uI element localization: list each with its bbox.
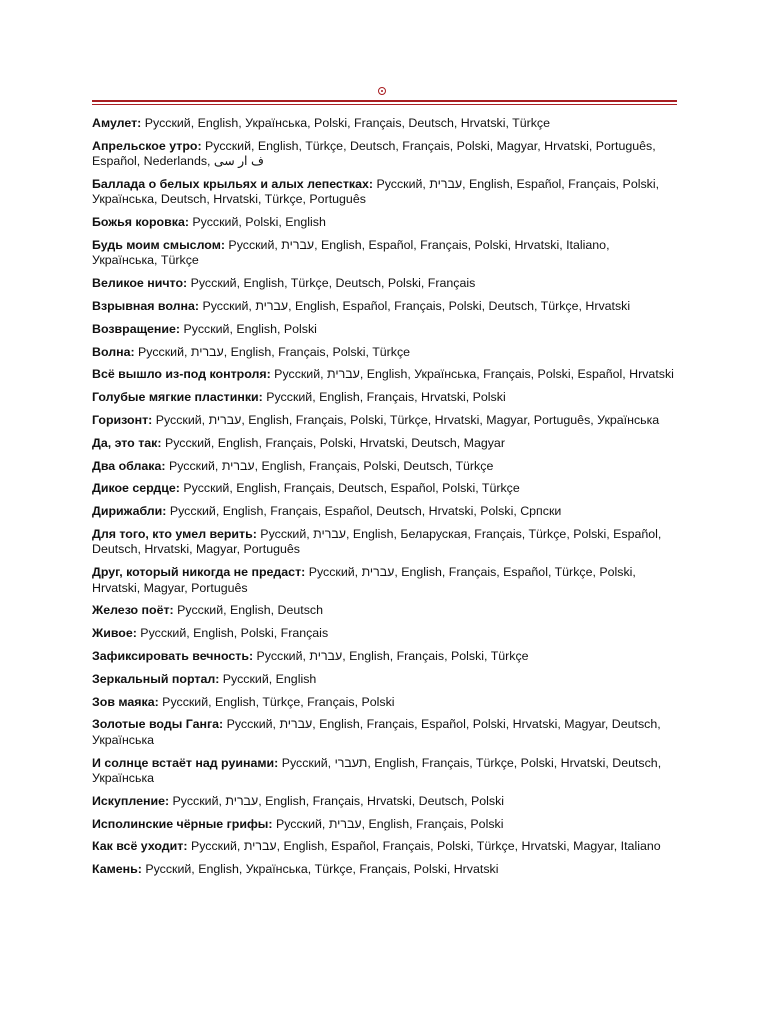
language-list: עברית: [361, 565, 395, 580]
list-item: [92, 116, 677, 131]
list-item: [92, 603, 677, 618]
language-list: Русский,: [278, 755, 335, 770]
language-list: , English, Français, Hrvatski, Deutsch, Polski: [258, 793, 505, 808]
language-list: Русский,: [187, 839, 244, 854]
list-item: [92, 672, 677, 687]
language-list: Русский,: [373, 177, 430, 191]
language-list: Русский,: [199, 299, 256, 313]
language-list: Русский, English, Українська, Türkçe, Français, Polski, Hrvatski: [141, 862, 499, 877]
list-item: [92, 413, 677, 428]
list-item: [92, 565, 677, 596]
language-list: עברית: [309, 648, 343, 663]
language-list: עברית: [221, 458, 255, 473]
language-list: Русский, English, Deutsch: [173, 603, 323, 618]
song-title: Божья коровка:: [92, 215, 189, 230]
language-list: , English, Français, Polski, Deutsch, Türkçe: [254, 458, 494, 473]
ornament-icon: [378, 87, 386, 95]
list-item: [92, 794, 677, 809]
language-list: Русский,: [272, 816, 329, 831]
language-list: עברית: [281, 238, 315, 252]
language-list: Русский, English, Français, Deutsch, Español, Polski, Türkçe: [179, 481, 520, 496]
song-title: Зов маяка:: [92, 694, 159, 709]
song-title: Волна:: [92, 344, 135, 359]
language-list: Русский,: [152, 412, 209, 427]
song-title: Камень:: [92, 862, 142, 877]
header-rule-thin: [92, 104, 677, 105]
song-title: Золотые воды Ганга:: [92, 717, 224, 732]
song-title: Друг, который никогда не предаст:: [92, 565, 306, 580]
song-title: Апрельское утро:: [92, 138, 202, 153]
song-title: И солнце встаёт над руинами:: [92, 755, 279, 770]
language-list: , English, Français, Türkçe, Polski, Hrvatski, Deutsch, Українська: [92, 755, 662, 785]
song-title: Будь моим смыслом:: [92, 238, 225, 252]
language-list: Русский, English, Türkçe, Français, Polski: [158, 694, 395, 709]
list-item: [92, 839, 677, 854]
language-list: Русский, English, Türkçe, Deutsch, Français, Polski, Magyar, Hrvatski, Português, Español, Nederlands,: [92, 138, 656, 169]
language-list: Русский,: [169, 793, 226, 808]
language-list: Русский,: [270, 367, 328, 382]
language-list: Русский, English: [219, 671, 317, 686]
language-list: Русский, English, Français, Español, Deutsch, Hrvatski, Polski, Српски: [166, 504, 562, 519]
song-title: Исполинские чёрные грифы:: [92, 816, 273, 831]
language-list: Русский, Polski, English: [188, 215, 326, 230]
song-title: Живое:: [92, 626, 137, 641]
language-list: Русский,: [165, 458, 222, 473]
language-list: Русский,: [134, 344, 191, 359]
language-list: , English, Français, Español, Polski, Hrvatski, Magyar, Deutsch, Українська: [92, 717, 661, 747]
language-list: עברית: [313, 526, 346, 541]
language-list: עברית: [327, 367, 360, 382]
language-list: תעברי: [334, 755, 368, 770]
language-list: Русский,: [253, 648, 310, 663]
language-list: Русский, English, Polski, Français: [136, 626, 329, 641]
language-list: Русский, English, Français, Hrvatski, Polski: [262, 390, 506, 405]
header-rule: [92, 100, 677, 102]
list-item: [92, 276, 677, 291]
language-list: , English, Беларуская, Français, Türkçe, Polski, Español, Deutsch, Hrvatski, Magyar, Português: [92, 526, 662, 557]
language-list: עברית: [243, 839, 277, 854]
song-title: Железо поёт:: [92, 603, 174, 618]
song-title: Всё вышло из-под контроля:: [92, 367, 271, 382]
list-item: [92, 817, 677, 832]
list-item: [92, 717, 677, 748]
song-title: Горизонт:: [92, 412, 153, 427]
list-item: [92, 504, 677, 519]
song-title: Баллада о белых крыльях и алых лепестках:: [92, 177, 373, 191]
language-list: Русский, English, Українська, Polski, Français, Deutsch, Hrvatski, Türkçe: [141, 116, 551, 130]
language-list: עברית: [255, 299, 289, 313]
list-item: [92, 177, 677, 208]
language-list: , English, Français, Polski: [361, 816, 504, 831]
language-list: , English, Español, Français, Polski, Hrvatski, Italiano, Українська, Türkçe: [92, 238, 610, 268]
language-list: עברית: [429, 177, 463, 191]
list-item: [92, 322, 677, 337]
song-title: Да, это так:: [92, 435, 162, 450]
language-list: ف ار سی: [213, 154, 264, 169]
language-list: עברית: [328, 816, 362, 831]
song-title: Для того, кто умел верить:: [92, 526, 257, 541]
list-item: [92, 481, 677, 496]
language-list: , English, Français, Polski, Türkçe: [223, 344, 411, 359]
song-title: Великое ничто:: [92, 276, 188, 291]
language-list: , English, Español, Français, Polski, Українська, Deutsch, Hrvatski, Türkçe, Português: [92, 177, 660, 207]
list-item: [92, 695, 677, 710]
song-title: Дикое сердце:: [92, 481, 180, 496]
song-title: Возвращение:: [92, 321, 181, 336]
song-title: Амулет:: [92, 116, 142, 130]
language-list: , English, Français, Polski, Türkçe: [342, 648, 529, 663]
song-title: Два облака:: [92, 458, 166, 473]
list-item: [92, 238, 677, 269]
song-list: [92, 116, 677, 885]
language-list: Русский,: [305, 565, 362, 580]
language-list: , English, Español, Français, Polski, Deutsch, Türkçe, Hrvatski: [288, 299, 631, 313]
list-item: [92, 626, 677, 641]
language-list: , English, Français, Español, Türkçe, Polski, Hrvatski, Magyar, Português: [92, 565, 636, 595]
song-title: Зеркальный портал:: [92, 671, 220, 686]
list-item: [92, 299, 677, 314]
list-item: [92, 649, 677, 664]
language-list: , English, Українська, Français, Polski, Español, Hrvatski: [359, 367, 674, 382]
song-title: Как всё уходит:: [92, 839, 188, 854]
list-item: [92, 345, 677, 360]
language-list: Русский,: [224, 238, 282, 252]
language-list: עברית: [208, 412, 242, 427]
song-title: Голубые мягкие пластинки:: [92, 390, 263, 405]
language-list: Русский,: [256, 526, 314, 541]
language-list: Русский,: [223, 717, 280, 732]
song-title: Зафиксировать вечность:: [92, 648, 254, 663]
song-title: Искупление:: [92, 793, 170, 808]
language-list: Русский, English, Türkçe, Deutsch, Polski, Français: [187, 276, 476, 291]
list-item: [92, 139, 677, 170]
list-item: [92, 367, 677, 382]
language-list: , English, Español, Français, Polski, Türkçe, Hrvatski, Magyar, Italiano: [276, 839, 661, 854]
language-list: Русский, English, Polski: [180, 321, 317, 336]
song-title: Взрывная волна:: [92, 299, 200, 313]
language-list: עברית: [279, 717, 313, 732]
language-list: עברית: [225, 793, 259, 808]
list-item: [92, 390, 677, 405]
language-list: Русский, English, Français, Polski, Hrvatski, Deutsch, Magyar: [161, 435, 505, 450]
list-item: [92, 527, 677, 558]
list-item: [92, 862, 677, 877]
list-item: [92, 459, 677, 474]
list-item: [92, 436, 677, 451]
language-list: עברית: [190, 344, 224, 359]
song-title: Дирижабли:: [92, 504, 167, 519]
list-item: [92, 215, 677, 230]
list-item: [92, 756, 677, 787]
language-list: , English, Français, Polski, Türkçe, Hrvatski, Magyar, Português, Українська: [241, 412, 660, 427]
